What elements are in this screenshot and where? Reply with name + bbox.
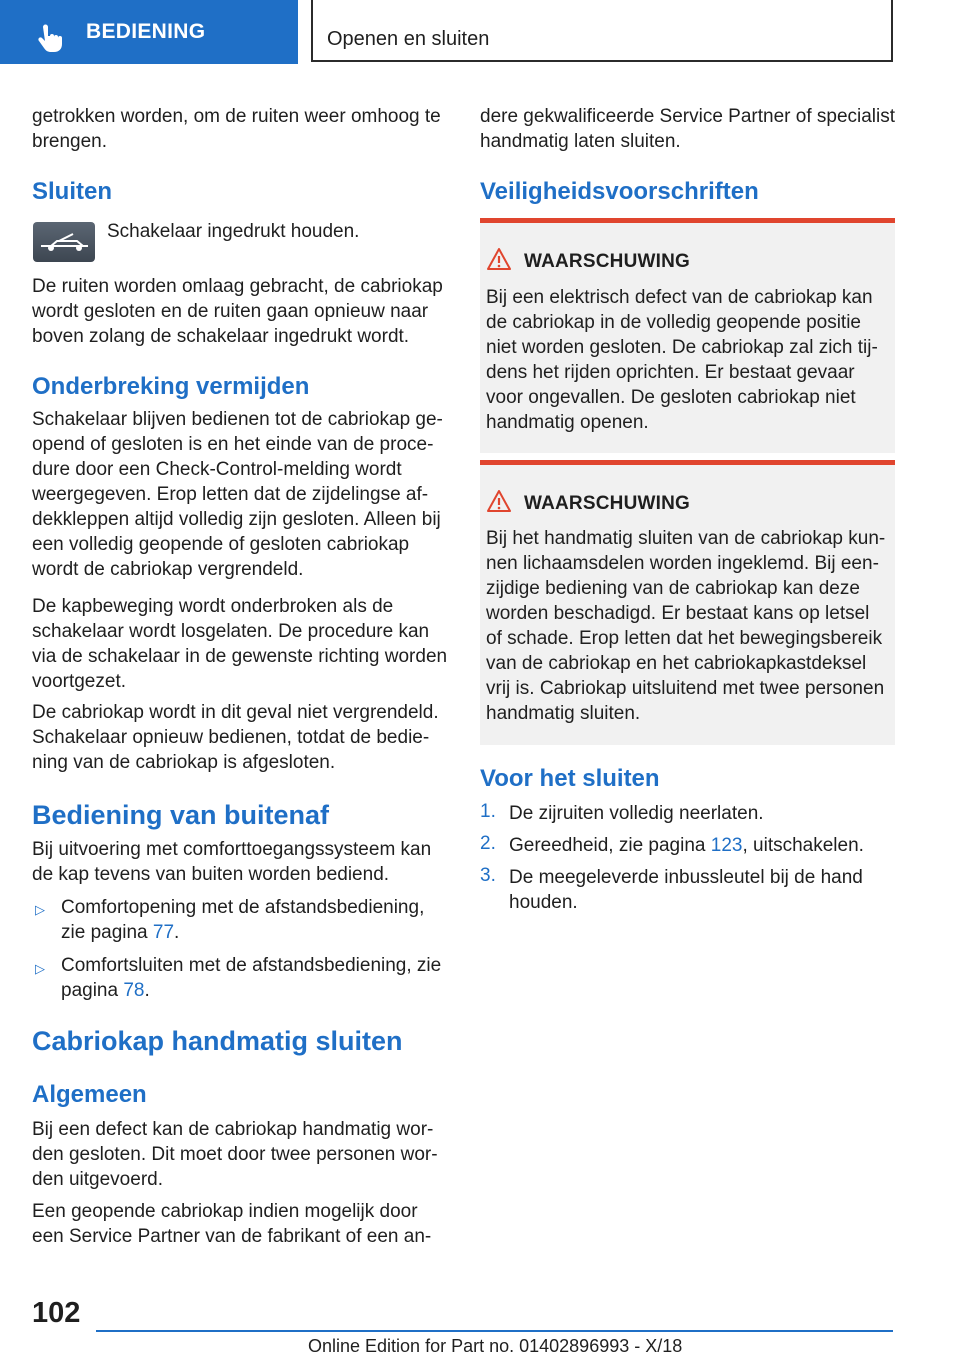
- onderbreking-p1-4: weergegeven. Erop letten dat de zijdelingse af-: [32, 484, 429, 505]
- step-number: 1.: [480, 801, 496, 822]
- step-3-line-2: houden.: [509, 892, 578, 913]
- algemeen-p2-2: een Service Partner van de fabrikant of een an-: [32, 1226, 432, 1247]
- warning-triangle-icon: [486, 489, 512, 513]
- warning2-line-2: nen lichaamsdelen worden ingeklemd. Bij een-: [486, 553, 879, 574]
- warning1-line-5: voor ongevallen. De gesloten cabriokap niet: [486, 387, 856, 408]
- intro-line-2: brengen.: [32, 131, 108, 152]
- hand-pointer-icon: [34, 24, 64, 54]
- heading-voor-het-sluiten: Voor het sluiten: [480, 765, 660, 792]
- step-number: 3.: [480, 865, 496, 886]
- sluiten-body-3: boven zolang de schakelaar ingedrukt wordt.: [32, 326, 410, 347]
- page-link-123[interactable]: 123: [710, 835, 743, 856]
- bullet-arrow-icon: ▷: [35, 961, 45, 976]
- edition-text: Online Edition for Part no. 01402896993 - X/18: [308, 1336, 683, 1356]
- right-cont-2: handmatig laten sluiten.: [480, 131, 681, 152]
- warning-box-2: [480, 460, 895, 745]
- onderbreking-p2-1: De kapbeweging wordt onderbroken als de: [32, 596, 394, 617]
- algemeen-p1-1: Bij een defect kan de cabriokap handmatig wor-: [32, 1119, 434, 1140]
- heading-handmatig: Cabriokap handmatig sluiten: [32, 1026, 403, 1056]
- onderbreking-p3-1: De cabriokap wordt in dit geval niet vergrendeld.: [32, 702, 439, 723]
- warning1-line-6: handmatig openen.: [486, 412, 649, 433]
- warning2-line-4: worden beschadigd. Er bestaat kans op letsel: [486, 603, 870, 624]
- heading-veiligheid: Veiligheidsvoorschriften: [480, 178, 759, 205]
- warning-box-1: [480, 218, 895, 453]
- bullet1-text: zie pagina: [61, 922, 153, 943]
- chapter-title: Openen en sluiten: [327, 28, 490, 50]
- bullet1-line-1: Comfortopening met de afstandsbediening,: [61, 897, 425, 918]
- onderbreking-p3-2: Schakelaar opnieuw bedienen, totdat de bedie-: [32, 727, 430, 748]
- step-3-line-1: De meegeleverde inbussleutel bij de hand: [509, 867, 863, 888]
- bullet2-line-1: Comfortsluiten met de afstandsbediening, zie: [61, 955, 442, 976]
- step-2-post: , uitschakelen.: [742, 835, 864, 856]
- onderbreking-p1-1: Schakelaar blijven bedienen tot de cabriokap ge-: [32, 409, 443, 430]
- footer-divider: [96, 1330, 893, 1332]
- warning2-line-6: van de cabriokap en het cabriokapkastdeksel: [486, 653, 867, 674]
- warning2-line-7: vrij is. Cabriokap uitsluitend met twee personen: [486, 678, 885, 699]
- warning1-line-4: dens het rijden oprichten. Er bestaat gevaar: [486, 362, 855, 383]
- warning2-line-5: of schade. Erop letten dat het bewegingsbereik: [486, 628, 883, 649]
- step-number: 2.: [480, 833, 496, 854]
- warning2-line-1: Bij het handmatig sluiten van de cabriokap kun-: [486, 528, 886, 549]
- heading-sluiten: Sluiten: [32, 178, 113, 205]
- algemeen-p1-2: den gesloten. Dit moet door twee personen wor-: [32, 1144, 438, 1165]
- warning1-line-2: de cabriokap in de volledig geopende positie: [486, 312, 861, 333]
- warning-title-2: WAARSCHUWING: [524, 493, 690, 514]
- heading-algemeen: Algemeen: [32, 1081, 147, 1108]
- warning-triangle-icon: [486, 247, 512, 271]
- algemeen-p2-1: Een geopende cabriokap indien mogelijk door: [32, 1201, 418, 1222]
- section-tab[interactable]: [0, 0, 298, 64]
- onderbreking-p1-2: opend of gesloten is en het einde van de proce-: [32, 434, 434, 455]
- step-2-pre: Gereedheid, zie pagina: [509, 835, 711, 856]
- bullet1-line-2: zie pagina 77.: [61, 922, 180, 943]
- warning2-line-8: handmatig sluiten.: [486, 703, 641, 724]
- buitenaf-body-2: de kap tevens van buiten worden bediend.: [32, 864, 390, 885]
- warning2-line-3: zijdige bediening van de cabriokap kan deze: [486, 578, 860, 599]
- onderbreking-p1-7: wordt de cabriokap vergrendeld.: [32, 559, 304, 580]
- section-label: BEDIENING: [86, 20, 206, 43]
- heading-onderbreking: Onderbreking vermijden: [32, 373, 310, 400]
- sluiten-icon-text: Schakelaar ingedrukt houden.: [107, 221, 360, 242]
- bullet-arrow-icon: ▷: [35, 902, 45, 917]
- onderbreking-p1-5: dekkleppen altijd volledig zijn gesloten. Alleen bij: [32, 509, 441, 530]
- convertible-switch-icon: [33, 222, 95, 262]
- sluiten-body-1: De ruiten worden omlaag gebracht, de cabriokap: [32, 276, 443, 297]
- chapter-header: [311, 0, 893, 62]
- onderbreking-p2-4: voortgezet.: [32, 671, 126, 692]
- onderbreking-p2-2: schakelaar wordt losgelaten. De procedure kan: [32, 621, 430, 642]
- step-1-text: De zijruiten volledig neerlaten.: [509, 803, 764, 824]
- onderbreking-p3-3: ning van de cabriokap is afgesloten.: [32, 752, 336, 773]
- warning1-line-1: Bij een elektrisch defect van de cabriokap kan: [486, 287, 873, 308]
- onderbreking-p2-3: via de schakelaar in de gewenste richting worden: [32, 646, 448, 667]
- onderbreking-p1-3: dure door een Check-Control-melding wordt: [32, 459, 402, 480]
- onderbreking-p1-6: een volledig geopende of gesloten cabriokap: [32, 534, 410, 555]
- heading-buitenaf: Bediening van buitenaf: [32, 800, 330, 830]
- algemeen-p1-3: den uitgevoerd.: [32, 1169, 163, 1190]
- warning-title-1: WAARSCHUWING: [524, 251, 690, 272]
- intro-line-1: getrokken worden, om de ruiten weer omhoog te: [32, 106, 441, 127]
- bullet2-text: pagina: [61, 980, 124, 1001]
- buitenaf-body-1: Bij uitvoering met comforttoegangssysteem kan: [32, 839, 432, 860]
- bullet2-line-2: pagina 78.: [61, 980, 150, 1001]
- page-link-77[interactable]: 77: [152, 922, 175, 943]
- page-link-78[interactable]: 78: [123, 980, 145, 1001]
- sluiten-body-2: wordt gesloten en de ruiten gaan opnieuw naar: [32, 301, 429, 322]
- warning1-line-3: niet worden gesloten. De cabriokap zal zich tij-: [486, 337, 878, 358]
- step-2-text: [509, 833, 864, 858]
- page-number: 102: [32, 1297, 81, 1329]
- right-cont-1: dere gekwalificeerde Service Partner of specialist: [480, 106, 896, 127]
